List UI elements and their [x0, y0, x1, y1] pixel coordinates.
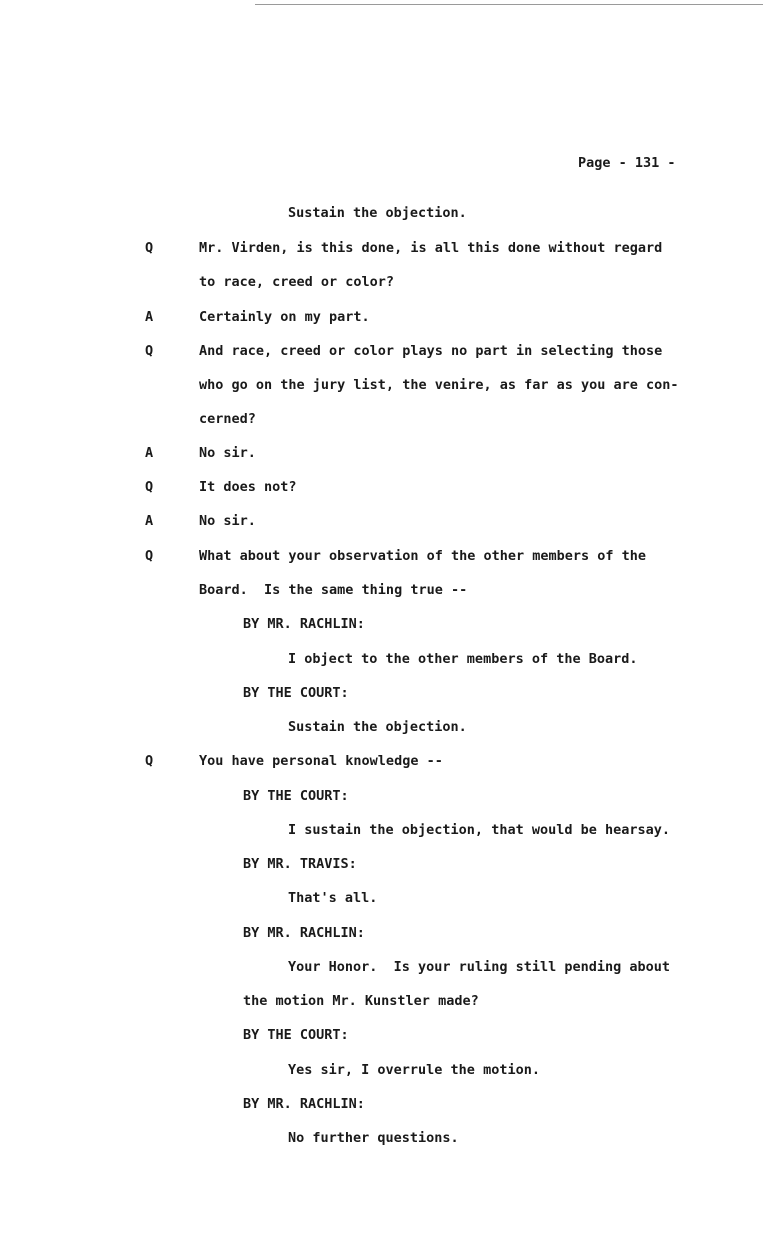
- question-marker: Q: [145, 753, 154, 769]
- question-line: And race, creed or color plays no part in selecting those: [199, 343, 663, 359]
- question-line: It does not?: [199, 479, 297, 495]
- statement-line: Yes sir, I overrule the motion.: [288, 1062, 540, 1078]
- statement-line: That's all.: [288, 890, 378, 906]
- speaker-heading: BY MR. RACHLIN:: [243, 1096, 365, 1112]
- statement-line: I object to the other members of the Board.: [288, 651, 638, 667]
- question-marker: Q: [145, 479, 154, 495]
- page-number: Page - 131 -: [578, 155, 676, 171]
- answer-line: No sir.: [199, 445, 256, 461]
- question-marker: Q: [145, 548, 154, 564]
- answer-marker: A: [145, 513, 154, 529]
- speaker-heading: BY MR. RACHLIN:: [243, 616, 365, 632]
- ruling-line: Sustain the objection.: [288, 205, 467, 221]
- speaker-heading: BY THE COURT:: [243, 1027, 349, 1043]
- speaker-heading: BY THE COURT:: [243, 685, 349, 701]
- question-line: Board. Is the same thing true --: [199, 582, 468, 598]
- answer-line: Certainly on my part.: [199, 309, 370, 325]
- statement-line: the motion Mr. Kunstler made?: [243, 993, 479, 1009]
- question-line: What about your observation of the other members of the: [199, 548, 647, 564]
- question-line: to race, creed or color?: [199, 274, 395, 290]
- answer-marker: A: [145, 445, 154, 461]
- question-line: who go on the jury list, the venire, as far as you are con-: [199, 377, 679, 393]
- statement-line: Sustain the objection.: [288, 719, 467, 735]
- question-line: You have personal knowledge --: [199, 753, 443, 769]
- speaker-heading: BY MR. TRAVIS:: [243, 856, 357, 872]
- statement-line: I sustain the objection, that would be hearsay.: [288, 822, 671, 838]
- question-line: cerned?: [199, 411, 256, 427]
- statement-line: No further questions.: [288, 1130, 459, 1146]
- speaker-heading: BY MR. RACHLIN:: [243, 925, 365, 941]
- top-edge-rule: [255, 4, 763, 5]
- answer-marker: A: [145, 309, 154, 325]
- statement-line: Your Honor. Is your ruling still pending about: [288, 959, 671, 975]
- answer-line: No sir.: [199, 513, 256, 529]
- question-marker: Q: [145, 240, 154, 256]
- question-marker: Q: [145, 343, 154, 359]
- question-line: Mr. Virden, is this done, is all this done without regard: [199, 240, 663, 256]
- speaker-heading: BY THE COURT:: [243, 788, 349, 804]
